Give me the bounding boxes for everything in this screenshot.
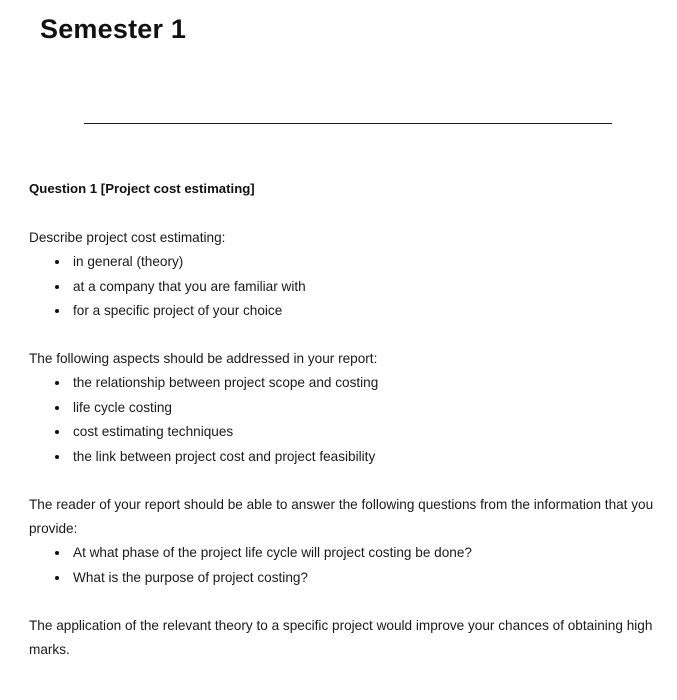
bullet-icon xyxy=(55,309,59,313)
list-item xyxy=(0,250,677,275)
list-item-text: for a specific project of your choice xyxy=(73,303,283,319)
reader-paragraph: The reader of your report should be able to answer the following questions from the information that you provide: xyxy=(29,497,654,536)
page-title: Semester 1 xyxy=(40,14,187,44)
list-item-text: the relationship between project scope and costing xyxy=(73,375,379,390)
bullet-icon xyxy=(55,576,59,580)
closing-paragraph: The application of the relevant theory to a specific project would improve your chances of obtaining high marks. xyxy=(29,618,653,657)
list-item xyxy=(0,275,677,300)
aspects-paragraph: The following aspects should be addressed in your report: xyxy=(29,351,378,366)
list-item-text: at a company that you are familiar with xyxy=(73,278,306,294)
list-item-text: life cycle costing xyxy=(73,399,172,415)
list-item-text: in general (theory) xyxy=(73,254,184,269)
reader-bullet-list xyxy=(0,541,677,590)
bullet-icon xyxy=(55,285,59,289)
bullet-icon xyxy=(55,551,59,555)
question-heading: Question 1 [Project cost estimating] xyxy=(29,181,255,196)
list-item-text: the link between project cost and project feasibility xyxy=(73,449,376,465)
list-item xyxy=(0,445,677,470)
list-item xyxy=(0,396,677,421)
bullet-icon xyxy=(55,260,59,264)
list-item-text: At what phase of the project life cycle will project costing be done? xyxy=(73,545,472,560)
intro-paragraph: Describe project cost estimating: xyxy=(29,230,226,245)
list-item-text: cost estimating techniques xyxy=(73,424,234,440)
list-item xyxy=(0,566,677,591)
list-item-text: What is the purpose of project costing? xyxy=(73,569,308,585)
intro-bullet-list xyxy=(0,250,677,324)
bullet-icon xyxy=(55,381,59,385)
list-item xyxy=(0,299,677,324)
bullet-icon xyxy=(55,430,59,434)
bullet-icon xyxy=(55,406,59,410)
list-item xyxy=(0,541,677,566)
horizontal-divider xyxy=(84,123,612,124)
list-item xyxy=(0,420,677,445)
list-item xyxy=(0,371,677,396)
bullet-icon xyxy=(55,455,59,459)
aspects-bullet-list xyxy=(0,371,677,470)
